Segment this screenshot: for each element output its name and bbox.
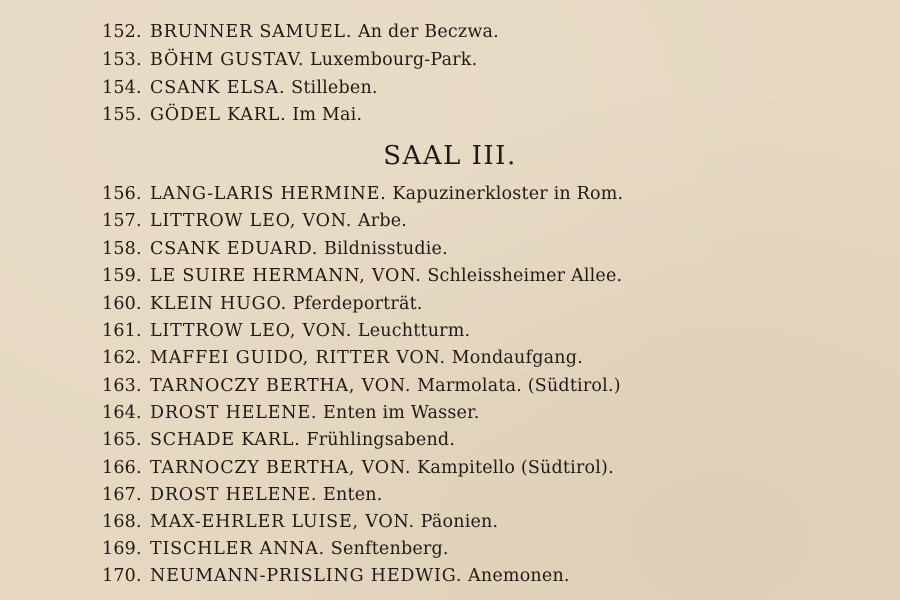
entry-number: 154.	[102, 78, 142, 98]
entry-title: Mondaufgang.	[451, 348, 583, 368]
entry-title: An der Beczwa.	[357, 22, 499, 42]
entry-title: Im Mai.	[292, 105, 363, 125]
entry-artist: CSANK ELSA.	[150, 78, 286, 98]
entry-artist: GÖDEL KARL.	[150, 105, 287, 125]
catalogue-entry	[102, 405, 479, 423]
entry-number: 168.	[102, 512, 142, 532]
entry-artist: BÖHM GUSTAV.	[150, 50, 305, 70]
catalogue-entry	[102, 378, 621, 396]
catalogue-entry	[102, 541, 449, 559]
entry-artist: DROST HELENE.	[150, 403, 318, 423]
catalogue-entry	[102, 487, 383, 505]
entry-title: Leuchtturm.	[357, 321, 471, 341]
catalogue-entry	[102, 514, 498, 532]
catalogue-entry	[102, 432, 455, 450]
entry-number: 152.	[102, 22, 142, 42]
entry-title: Luxembourg-Park.	[309, 50, 478, 70]
entry-number: 165.	[102, 430, 142, 450]
section-heading: SAAL III.	[383, 141, 517, 171]
entry-artist: TARNOCZY BERTHA, VON.	[150, 376, 412, 396]
entry-number: 162.	[102, 348, 142, 368]
entry-artist: CSANK EDUARD.	[150, 239, 319, 259]
entry-artist: TISCHLER ANNA.	[150, 539, 326, 559]
catalogue-entry	[102, 350, 583, 368]
entry-title: Arbe.	[357, 211, 408, 231]
catalogue-entry	[102, 323, 470, 341]
entry-title: Enten.	[323, 485, 383, 505]
catalogue-entry	[102, 568, 570, 586]
entry-artist: LITTROW LEO, VON.	[150, 211, 353, 231]
catalogue-entry	[102, 186, 623, 204]
entry-title: Pferdeporträt.	[292, 294, 423, 314]
entry-number: 166.	[102, 458, 142, 478]
entry-artist: DROST HELENE.	[150, 485, 318, 505]
entry-number: 167.	[102, 485, 142, 505]
entry-title: Marmolata. (Südtirol.)	[417, 376, 621, 396]
entry-number: 169.	[102, 539, 142, 559]
catalogue-entry	[102, 80, 378, 98]
entry-number: 170.	[102, 566, 142, 586]
entry-number: 164.	[102, 403, 142, 423]
entry-title: Bildnisstudie.	[323, 239, 448, 259]
entry-title: Päonien.	[420, 512, 499, 532]
catalogue-entry	[102, 268, 622, 286]
entry-artist: LE SUIRE HERMANN, VON.	[150, 266, 422, 286]
entry-title: Kapuzinerkloster in Rom.	[392, 184, 624, 204]
entry-number: 156.	[102, 184, 142, 204]
entry-number: 159.	[102, 266, 142, 286]
catalogue-entry	[102, 241, 448, 259]
entry-artist: MAFFEI GUIDO, RITTER VON.	[150, 348, 446, 368]
entry-artist: SCHADE KARL.	[150, 430, 301, 450]
entry-title: Senftenberg.	[330, 539, 449, 559]
catalogue-entry	[102, 52, 477, 70]
catalogue-entry	[102, 24, 499, 42]
entry-artist: MAX-EHRLER LUISE, VON.	[150, 512, 415, 532]
entry-number: 155.	[102, 105, 142, 125]
entry-title: Schleissheimer Allee.	[427, 266, 623, 286]
entry-title: Enten im Wasser.	[323, 403, 480, 423]
catalogue-entry	[102, 107, 362, 125]
entry-number: 153.	[102, 50, 142, 70]
entry-title: Frühlingsabend.	[306, 430, 456, 450]
entry-artist: NEUMANN-PRISLING HEDWIG.	[150, 566, 463, 586]
entry-title: Stilleben.	[291, 78, 378, 98]
entry-title: Anemonen.	[468, 566, 570, 586]
entry-number: 157.	[102, 211, 142, 231]
catalogue-entry	[102, 213, 407, 231]
entry-number: 160.	[102, 294, 142, 314]
entry-artist: BRUNNER SAMUEL.	[150, 22, 353, 42]
entry-artist: LANG-LARIS HERMINE.	[150, 184, 387, 204]
catalogue-entry	[102, 296, 423, 314]
catalogue-entry	[102, 460, 614, 478]
entry-artist: LITTROW LEO, VON.	[150, 321, 353, 341]
entry-number: 163.	[102, 376, 142, 396]
entry-number: 161.	[102, 321, 142, 341]
entry-title: Kampitello (Südtirol).	[417, 458, 614, 478]
entry-artist: TARNOCZY BERTHA, VON.	[150, 458, 412, 478]
entry-artist: KLEIN HUGO.	[150, 294, 287, 314]
entry-number: 158.	[102, 239, 142, 259]
